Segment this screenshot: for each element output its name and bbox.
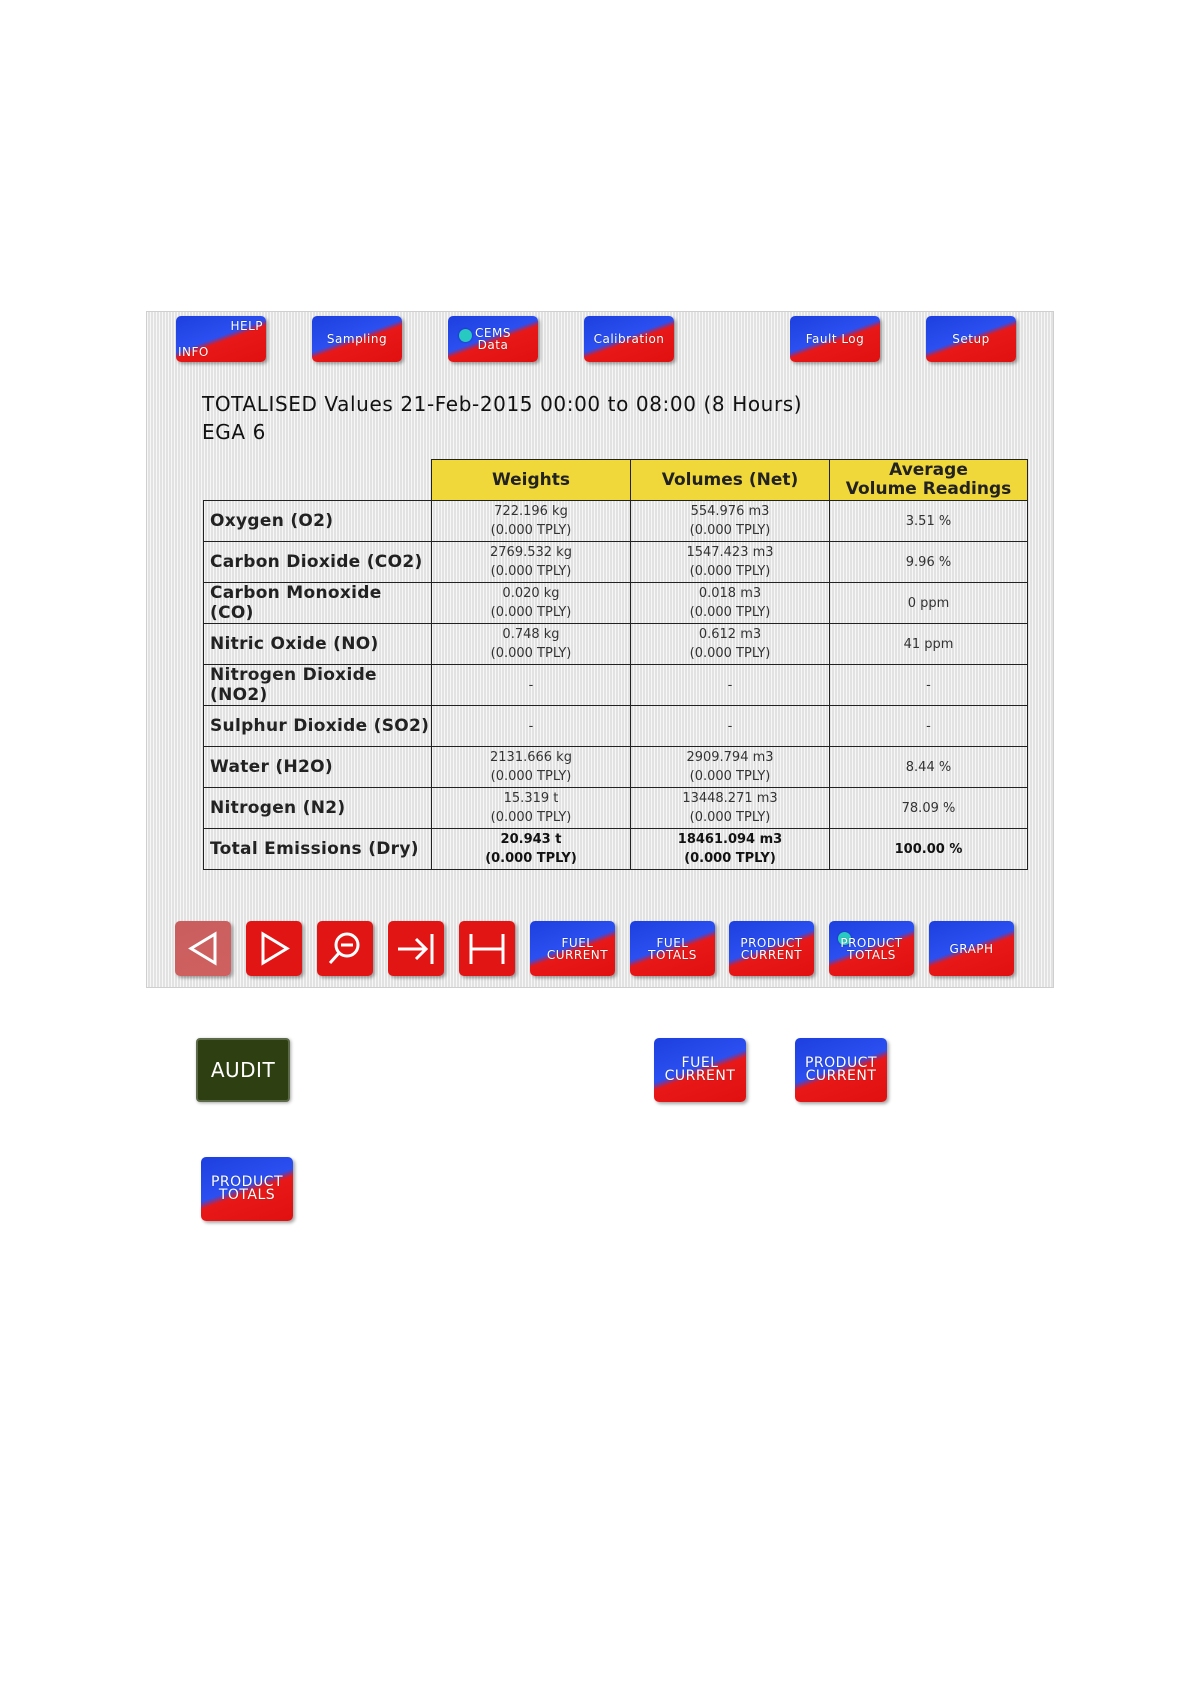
triangle-right-icon (246, 921, 302, 976)
analyser-name: EGA 6 (202, 420, 266, 444)
weight-cell (432, 624, 631, 665)
volume-cell (631, 665, 830, 706)
volume-tply: (0.000 TPLY) (689, 769, 771, 784)
triangle-left-icon (175, 921, 231, 976)
range-bracket-icon (459, 921, 515, 976)
table-row (204, 501, 1028, 542)
volume-cell (631, 788, 830, 829)
volume-value: 2909.794 m3 (686, 750, 774, 765)
help-info-button[interactable] (176, 316, 266, 362)
average-reading: - (830, 706, 1028, 747)
product-totals-line2: TOTALS (847, 947, 896, 962)
volume-tply: (0.000 TPLY) (689, 646, 771, 661)
gas-name: Water (H2O) (204, 747, 432, 788)
average-reading: 78.09 % (830, 788, 1028, 829)
volume-cell (631, 501, 830, 542)
volume-value: - (727, 677, 733, 693)
average-reading: 3.51 % (830, 501, 1028, 542)
volume-cell (631, 542, 830, 583)
legend-fuel-current-line2: CURRENT (664, 1068, 736, 1084)
gas-name: Total Emissions (Dry) (204, 829, 432, 870)
header-blank (204, 460, 432, 501)
zoom-out-button[interactable] (317, 921, 373, 976)
fuel-totals-line2: TOTALS (648, 947, 697, 962)
product-current-line1: PRODUCT (740, 935, 803, 950)
weight-value: - (528, 677, 534, 693)
weight-tply: (0.000 TPLY) (485, 851, 577, 866)
calibration-button[interactable] (584, 316, 674, 362)
volume-cell (631, 583, 830, 624)
graph-label: GRAPH (949, 941, 994, 956)
table-row (204, 542, 1028, 583)
weight-cell (432, 788, 631, 829)
zoom-out-icon (317, 921, 373, 976)
legend-product-current-button[interactable] (795, 1038, 887, 1102)
legend-product-current-line2: CURRENT (805, 1068, 877, 1084)
header-average (830, 460, 1028, 501)
volume-value: 0.612 m3 (698, 627, 762, 642)
average-reading: 9.96 % (830, 542, 1028, 583)
legend-product-totals-button[interactable] (201, 1157, 293, 1221)
help-label: HELP (230, 319, 263, 333)
volume-cell (631, 706, 830, 747)
volume-tply: (0.000 TPLY) (684, 851, 776, 866)
fuel-current-line2: CURRENT (546, 947, 609, 962)
average-reading: 8.44 % (830, 747, 1028, 788)
product-current-button[interactable] (729, 921, 814, 976)
weight-value: - (528, 718, 534, 734)
product-current-line2: CURRENT (740, 947, 803, 962)
gas-name: Sulphur Dioxide (SO2) (204, 706, 432, 747)
calibration-label: Calibration (593, 332, 665, 346)
weight-cell (432, 747, 631, 788)
legend-fuel-current-line1: FUEL (681, 1055, 719, 1071)
table-row (204, 788, 1028, 829)
volume-cell (631, 829, 830, 870)
average-reading: 0 ppm (830, 583, 1028, 624)
gas-name: Nitric Oxide (NO) (204, 624, 432, 665)
audit-button[interactable]: AUDIT (196, 1038, 290, 1102)
volume-cell (631, 624, 830, 665)
cems-data-button[interactable] (448, 316, 538, 362)
weight-cell (432, 829, 631, 870)
table-row (204, 583, 1028, 624)
weight-value: 20.943 t (500, 832, 562, 847)
fuel-totals-line1: FUEL (656, 935, 689, 950)
weight-cell (432, 501, 631, 542)
totals-table (203, 459, 1028, 870)
arrow-to-end-icon (388, 921, 444, 976)
sampling-button[interactable] (312, 316, 402, 362)
graph-button[interactable] (929, 921, 1014, 976)
legend-product-totals-line2: TOTALS (218, 1187, 276, 1203)
table-total-row (204, 829, 1028, 870)
weight-value: 722.196 kg (494, 504, 568, 519)
fuel-current-line1: FUEL (561, 935, 594, 950)
legend-product-totals-line1: PRODUCT (210, 1174, 284, 1190)
legend-product-current-line1: PRODUCT (804, 1055, 878, 1071)
volume-cell (631, 747, 830, 788)
weight-cell (432, 542, 631, 583)
table-header-row (204, 460, 1028, 501)
info-label: INFO (178, 345, 209, 359)
weight-cell (432, 706, 631, 747)
volume-tply: (0.000 TPLY) (689, 605, 771, 620)
full-range-button[interactable] (459, 921, 515, 976)
weight-tply: (0.000 TPLY) (490, 769, 572, 784)
average-reading: 100.00 % (830, 829, 1028, 870)
gas-name: Carbon Monoxide (CO) (204, 583, 432, 624)
next-button[interactable] (246, 921, 302, 976)
table-row (204, 665, 1028, 706)
weight-value: 2131.666 kg (490, 750, 572, 765)
cems-screen (146, 311, 1054, 988)
weight-tply: (0.000 TPLY) (490, 564, 572, 579)
gas-name: Carbon Dioxide (CO2) (204, 542, 432, 583)
table-row (204, 747, 1028, 788)
volume-value: 1547.423 m3 (686, 545, 774, 560)
gas-name: Nitrogen (N2) (204, 788, 432, 829)
setup-button[interactable] (926, 316, 1016, 362)
average-reading: - (830, 665, 1028, 706)
weight-cell (432, 665, 631, 706)
cems-label-line2: Data (477, 338, 509, 352)
gas-name: Oxygen (O2) (204, 501, 432, 542)
weight-tply: (0.000 TPLY) (490, 605, 572, 620)
volume-value: 18461.094 m3 (677, 832, 783, 847)
weight-tply: (0.000 TPLY) (490, 523, 572, 538)
volume-value: 13448.271 m3 (682, 791, 778, 806)
page-title: TOTALISED Values 21-Feb-2015 00:00 to 08:00 (8 Hours) (202, 392, 803, 416)
volume-value: - (727, 718, 733, 734)
fuel-current-button[interactable] (530, 921, 615, 976)
header-weights: Weights (432, 460, 631, 501)
gas-name: Nitrogen Dioxide (NO2) (204, 665, 432, 706)
weight-value: 0.020 kg (502, 586, 560, 601)
volume-value: 554.976 m3 (690, 504, 770, 519)
weight-tply: (0.000 TPLY) (490, 810, 572, 825)
weight-value: 0.748 kg (502, 627, 560, 642)
weight-tply: (0.000 TPLY) (490, 646, 572, 661)
volume-tply: (0.000 TPLY) (689, 523, 771, 538)
weight-value: 15.319 t (503, 791, 559, 806)
volume-tply: (0.000 TPLY) (689, 564, 771, 579)
weight-value: 2769.532 kg (490, 545, 572, 560)
skip-to-end-button[interactable] (388, 921, 444, 976)
fault-log-label: Fault Log (805, 332, 865, 346)
cems-label-line1: CEMS (475, 326, 511, 340)
volume-value: 0.018 m3 (698, 586, 762, 601)
weight-cell (432, 583, 631, 624)
previous-button[interactable] (175, 921, 231, 976)
header-average-line1: Average (889, 460, 968, 480)
sampling-label: Sampling (326, 332, 388, 346)
fuel-totals-button[interactable] (630, 921, 715, 976)
header-volumes: Volumes (Net) (631, 460, 830, 501)
table-row (204, 624, 1028, 665)
product-totals-button[interactable] (829, 921, 914, 976)
volume-tply: (0.000 TPLY) (689, 810, 771, 825)
setup-label: Setup (952, 332, 990, 346)
table-row (204, 706, 1028, 747)
header-average-line2: Volume Readings (845, 479, 1012, 499)
fault-log-button[interactable] (790, 316, 880, 362)
legend-fuel-current-button[interactable] (654, 1038, 746, 1102)
product-totals-line1: PRODUCT (840, 935, 903, 950)
average-reading: 41 ppm (830, 624, 1028, 665)
